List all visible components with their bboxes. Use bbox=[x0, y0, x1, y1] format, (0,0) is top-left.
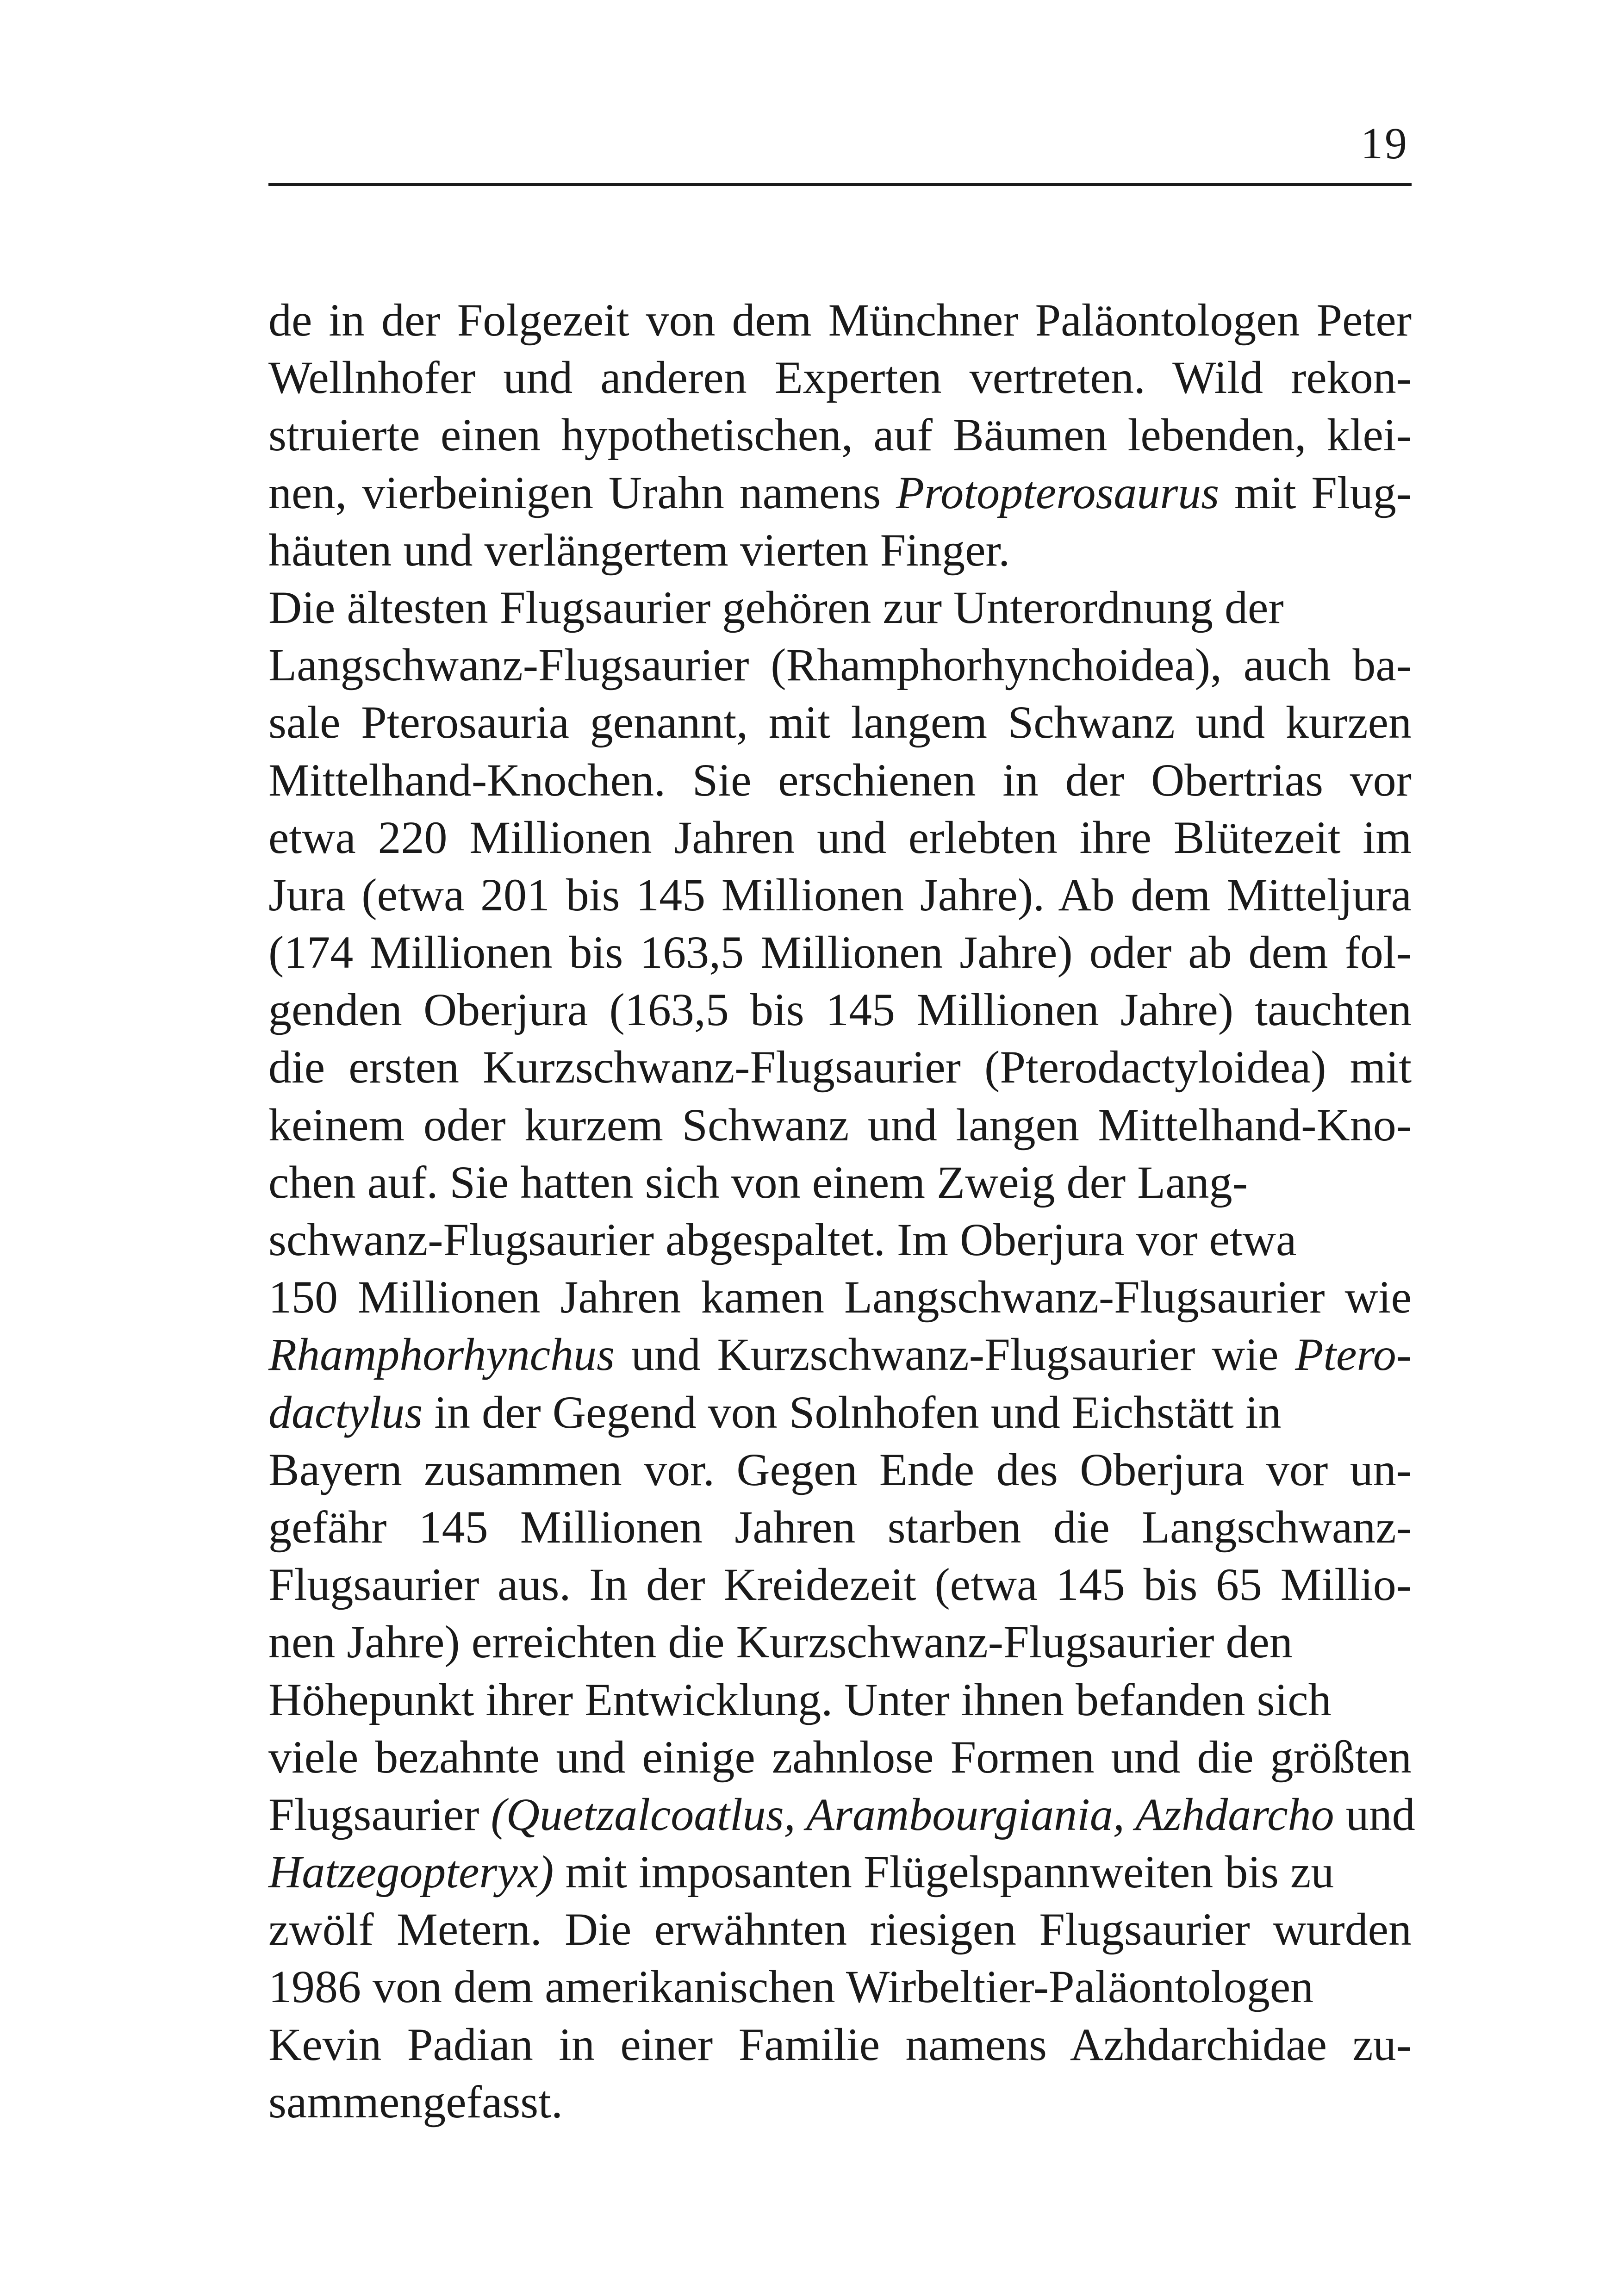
text-segment: in der Gegend von Solnhofen und Eichstätt in bbox=[423, 1386, 1282, 1438]
italic-term: dactylus bbox=[268, 1386, 423, 1438]
text-line bbox=[268, 1556, 1412, 1613]
text-segment: gefähr 145 Millionen Jahren starben die Langschwanz- bbox=[268, 1501, 1412, 1553]
text-line bbox=[268, 1154, 1412, 1211]
italic-term: Hatzegopteryx) bbox=[268, 1846, 554, 1898]
text-line bbox=[268, 464, 1412, 522]
text-line bbox=[268, 1441, 1412, 1499]
text-segment: chen auf. Sie hatten sich von einem Zweig der Lang- bbox=[268, 1156, 1248, 1208]
text-segment: sale Pterosauria genannt, mit langem Schwanz und kurzen bbox=[268, 697, 1412, 748]
text-segment: Langschwanz-Flugsaurier (Rhamphorhynchoidea), auch ba- bbox=[268, 639, 1412, 691]
text-line bbox=[268, 1384, 1412, 1441]
italic-term: Ptero- bbox=[1295, 1329, 1412, 1381]
text-line bbox=[268, 579, 1412, 636]
text-segment: Jura (etwa 201 bis 145 Millionen Jahre). Ab dem Mitteljura bbox=[268, 869, 1412, 921]
text-segment: sammengefasst. bbox=[268, 2076, 563, 2128]
text-segment: (174 Millionen bis 163,5 Millionen Jahre) oder ab dem fol- bbox=[268, 927, 1412, 978]
italic-term: Protopterosaurus bbox=[896, 467, 1220, 518]
text-segment: nen, vierbeinigen Urahn namens bbox=[268, 467, 896, 518]
text-segment: zwölf Metern. Die erwähnten riesigen Flugsaurier wurden bbox=[268, 1904, 1412, 1955]
text-segment: keinem oder kurzem Schwanz und langen Mittelhand-Kno- bbox=[268, 1099, 1412, 1151]
text-segment: Flugsaurier bbox=[268, 1788, 491, 1840]
text-line bbox=[268, 522, 1412, 579]
text-line bbox=[268, 1499, 1412, 1556]
text-segment: 1986 von dem amerikanischen Wirbeltier-Paläontologen bbox=[268, 1961, 1314, 2013]
page-number: 19 bbox=[1361, 118, 1409, 168]
text-line bbox=[268, 1786, 1415, 1843]
text-segment: Kevin Padian in einer Familie namens Azhdarchidae zu- bbox=[268, 2018, 1412, 2070]
text-line bbox=[268, 1729, 1412, 1786]
text-line bbox=[268, 2073, 1412, 2131]
text-line bbox=[268, 636, 1412, 694]
text-segment: mit Flug- bbox=[1219, 467, 1412, 518]
text-line bbox=[268, 1613, 1412, 1671]
text-line bbox=[268, 809, 1412, 866]
body-text bbox=[268, 292, 1415, 2131]
text-segment: Wellnhofer und anderen Experten vertreten. Wild rekon- bbox=[268, 352, 1412, 404]
text-line bbox=[268, 1269, 1412, 1326]
text-line bbox=[268, 406, 1412, 464]
text-segment: struierte einen hypothetischen, auf Bäumen lebenden, klei- bbox=[268, 409, 1412, 461]
text-line bbox=[268, 1671, 1412, 1729]
text-line bbox=[268, 1958, 1412, 2016]
text-line bbox=[268, 292, 1412, 349]
text-segment: die ersten Kurzschwanz-Flugsaurier (Pterodactyloidea) mit bbox=[268, 1041, 1412, 1093]
text-line bbox=[268, 981, 1412, 1039]
text-segment: genden Oberjura (163,5 bis 145 Millionen Jahre) tauchten bbox=[268, 984, 1412, 1036]
text-line bbox=[268, 1843, 1412, 1901]
italic-term: Rhamphorhynchus bbox=[268, 1329, 615, 1381]
text-line bbox=[268, 1901, 1412, 1958]
text-segment: häuten und verlängertem vierten Finger. bbox=[268, 524, 1010, 576]
text-line bbox=[268, 1039, 1412, 1096]
text-segment: viele bezahnte und einige zahnlose Formen und die größten bbox=[268, 1731, 1412, 1783]
text-segment: 150 Millionen Jahren kamen Langschwanz-Flugsaurier wie bbox=[268, 1271, 1412, 1323]
italic-term: (Quetzalcoatlus, Arambourgiania, Azhdarcho bbox=[491, 1788, 1334, 1840]
text-segment: Die ältesten Flugsaurier gehören zur Unterordnung der bbox=[268, 581, 1284, 633]
text-segment: Bayern zusammen vor. Gegen Ende des Oberjura vor un- bbox=[268, 1444, 1412, 1495]
text-segment: mit imposanten Flügelspannweiten bis zu bbox=[554, 1846, 1334, 1898]
text-line bbox=[268, 1211, 1412, 1269]
text-segment: de in der Folgezeit von dem Münchner Paläontologen Peter bbox=[268, 294, 1412, 346]
text-line bbox=[268, 2016, 1412, 2073]
header-rule bbox=[268, 183, 1412, 186]
text-segment: nen Jahre) erreichten die Kurzschwanz-Flugsaurier den bbox=[268, 1616, 1293, 1668]
text-segment: und bbox=[1334, 1788, 1415, 1840]
text-line bbox=[268, 752, 1412, 809]
text-segment: etwa 220 Millionen Jahren und erlebten ihre Blütezeit im bbox=[268, 811, 1412, 863]
text-segment: Mittelhand-Knochen. Sie erschienen in der Obertrias vor bbox=[268, 754, 1412, 806]
text-line bbox=[268, 866, 1412, 924]
text-segment: Höhepunkt ihrer Entwicklung. Unter ihnen befanden sich bbox=[268, 1674, 1332, 1725]
text-segment: Flugsaurier aus. In der Kreidezeit (etwa 145 bis 65 Millio- bbox=[268, 1559, 1412, 1611]
text-line bbox=[268, 924, 1412, 981]
text-line bbox=[268, 349, 1412, 406]
text-segment: und Kurzschwanz-Flugsaurier wie bbox=[615, 1329, 1295, 1381]
text-line bbox=[268, 1096, 1412, 1154]
text-line bbox=[268, 694, 1412, 751]
text-segment: schwanz-Flugsaurier abgespaltet. Im Oberjura vor etwa bbox=[268, 1214, 1297, 1265]
text-line bbox=[268, 1326, 1412, 1383]
